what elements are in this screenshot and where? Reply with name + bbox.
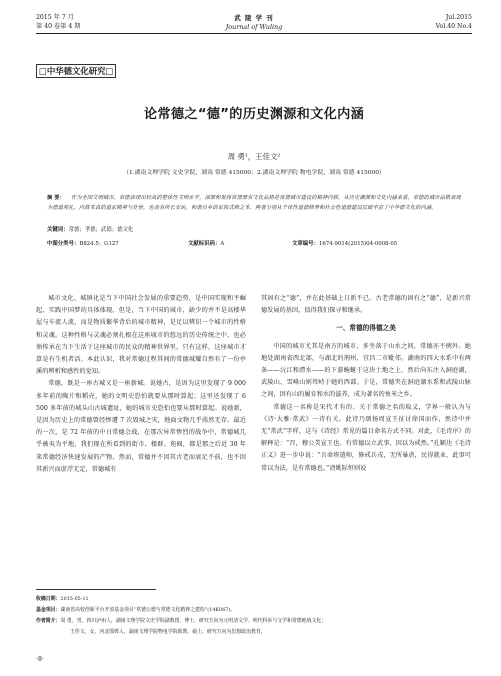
paragraph: 城市文化、城镇化是当下中国社会发展的重要趋势，是中国实现和平崛起、实践中国梦的具体体现。但是，当下中国的城市，缺少的并不是高楼华屋与车流人流，而是物质繁华背后的城市精神，是足以辨识一个城市的性格和灵魂。这种性格与灵魂必须扎根在这座城市的悠远的历史传统之中，也必须传承在当下生活于这座城市的民众的精神世界里。只有这样，这座城市才算是有生机者活。本此认识，我对常德过程其间的常德城耀自然有了一份亭溪的辨析和感性的觉知。 bbox=[36, 295, 246, 376]
header-volume-en: Vol.40 No.4 bbox=[435, 23, 472, 30]
section-label: □中华德文化研究□ bbox=[36, 64, 116, 78]
footnote-author-1: 作者简介：周 勇，男，四川泸州人，湖南文理学院文史学院副教授，博士，研究方向为元明清文学、明代科举与文学和常德地域文化； bbox=[36, 618, 327, 624]
abstract-text: 作为全国文明城市，常德表现出较高的整体性文明水平，深厚和发扬常德厚有文化品格是常德城市建设的精神内核。从历史渊源和文化内涵来看，常德的城市品格表现为德道观礼，内敛本真的道家精神与处世，也表有所长安民，和谐自乡的家族式修之本。两者分别从个体性道德修养和社会性道德建设层面丰富了中华德文化的内涵。 bbox=[47, 195, 462, 211]
footnote-fund: 基金项目：湖南省高校创新平台开放基金项目“常德公德与常德文化精神之建构”(14K067)。 bbox=[36, 607, 236, 613]
page-number: ·8· bbox=[36, 656, 44, 663]
header-date-cn: 2015 年 7 月 bbox=[36, 14, 74, 21]
keywords-label: 关键词： bbox=[47, 227, 69, 233]
body-right-column bbox=[261, 293, 471, 475]
footnote-rule bbox=[36, 589, 156, 590]
section-box-close-icon: □ bbox=[105, 66, 114, 76]
article-authors: 周 勇¹，王佳文² bbox=[227, 152, 281, 161]
keywords-text: 常德；孝德；武德；德文化 bbox=[68, 227, 134, 233]
paragraph: 常德这一名称是宋代才有的。关于常德之名的取义，学界一般认为与《诗·大雅·常武》一诗有关。此诗乃颂扬周宣王征讨徐国而作，然诗中并无“常武”字样，这与《诗经》常见的篇目命名方式不同。对此，《毛诗序》的解释是：“召，穆公美宣王也。有常德以立武事，因以为戒然。”孔颖达《毛诗正义》进一步申说：“言命将遣帅，修戒兵戎，无所暴虐，民得就业，此事可常以为法，是有常德也。”清姚际恒则说 bbox=[261, 403, 471, 472]
document-code: 文献标识码：A bbox=[188, 241, 225, 247]
article-number: 文章编号：1674-9014(2015)04-0008-05 bbox=[292, 241, 398, 247]
header-journal-en: Journal of Wuling bbox=[225, 23, 283, 31]
paragraph: 中国的城市尤其是南方的城市，多坐落于山水之间，常德亦不例外。她地处湖南省西北部，与湖北的荆州、宜昌二市毗邻。湖南的四大水系中有两条——沅江和澧水——的下游蜿蜒于这块土地之上，然后向东注入洞庭湖，武陵山、雪峰山则耸峙于她的西部。于是，常德夹在洞庭湖水系和武陵山脉之间，因有山的履育和水的滋养，成为著名的鱼米之乡。 bbox=[261, 342, 471, 399]
article-title: 论常德之“德”的历史渊源和文化内涵 bbox=[143, 107, 365, 122]
abstract bbox=[47, 193, 461, 213]
paragraph: 其固有之“德”，并在此基础上日新不已。古老常德的固有之“德”，是新兴常德发展的基因，值得我们探寻和继承。 bbox=[261, 295, 471, 315]
section-heading: 一、常德的得德之美 bbox=[336, 324, 396, 333]
footnote-author-2: 王佳文，女，河北邯郸人，湖南文理学院物电学院助教，硕士，研究方向为思想政治教育。 bbox=[70, 629, 266, 635]
clc-number: 中图分类号：B824.5；G127 bbox=[47, 241, 119, 247]
paragraph: 常德，既是一座古城又是一座新城。说她古，是因为这里发现了 9 000 多年前的陶片和稻壳，她的文明史恐怕就要从那时算起；这里还发现了 6 500 多年前的城头山古城遗址，她的城市史恐怕也要从那时算起。说她新，是因为历史上的常德曾经惨遭 7 次毁城之灾，地面文物几乎荡然无存。最近的一次，是 72 年前的中日常德会战，在那次异常惨烈的战争中，常德城几乎被夷为平地，我们现在所看到的街市、楼群、苑囿，都是那之后近 30 年来常德经济快速发展的产物。然而，常德并不因其古老而衰足不前，也不因其新兴而虚浮无定，常德城有 bbox=[36, 380, 246, 473]
section-box-open-icon: □ bbox=[39, 66, 47, 76]
keywords bbox=[47, 226, 461, 234]
body-left-column bbox=[36, 293, 246, 476]
header-date-en: Jul.2015 bbox=[445, 14, 472, 21]
header-volume-cn: 第 40 卷第 4 期 bbox=[36, 23, 81, 30]
header-rule bbox=[36, 33, 472, 34]
footnote-received: 收稿日期：2015-05-11 bbox=[36, 596, 89, 602]
abstract-label: 摘 要： bbox=[47, 195, 65, 201]
article-affiliation: （1.湖南文理学院 文史学院，湖南 常德 415000；2.湖南文理学院 物电学院，湖南 常德 415000） bbox=[123, 170, 385, 176]
header-journal-cn: 武 陵 学 刊 bbox=[234, 14, 274, 22]
